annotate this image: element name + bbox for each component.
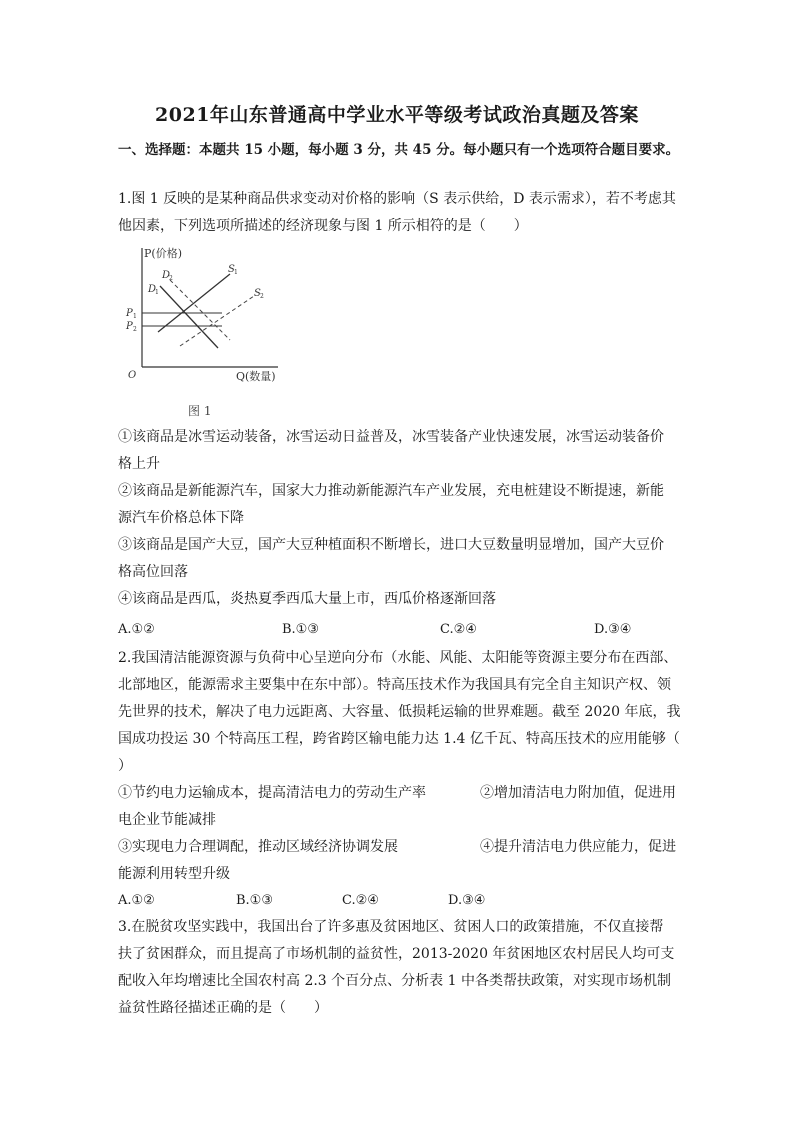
q1-option-d[interactable]: D.③④ <box>594 622 632 637</box>
s2-label: S <box>254 288 261 299</box>
q3-stem-line: 配收入年均增速比全国农村高 2.3 个百分点、分析表 1 中各类帮扶政策，对实现市场机制 <box>118 973 671 989</box>
q3-stem-line: 3.在脱贫攻坚实践中，我国出台了许多惠及贫困地区、贫困人口的政策措施，不仅直接帮 <box>118 919 664 935</box>
q1-stem-line: 1.图 1 反映的是某种商品供求变动对价格的影响（S 表示供给，D 表示需求），若不考虑其 <box>118 191 676 207</box>
q1-option-a[interactable]: A.①② <box>118 622 155 637</box>
p2-subscript: 2 <box>133 326 137 333</box>
q1-item-1-cont: 格上升 <box>118 456 160 472</box>
s1-subscript: 1 <box>234 269 238 276</box>
section-heading: 一、选择题：本题共 15 小题，每小题 3 分，共 45 分。每小题只有一个选项符合题目要求。 <box>118 142 680 158</box>
q2-stem-line: ） <box>118 758 132 774</box>
q1-item-4: ④该商品是西瓜，炎热夏季西瓜大量上市，西瓜价格逐渐回落 <box>118 591 496 607</box>
q2-option-d[interactable]: D.③④ <box>448 893 486 908</box>
q2-stem-line: 先世界的技术，解决了电力远距离、大容量、低损耗运输的世界难题。截至 2020 年底，我 <box>118 704 681 720</box>
p1-label: P <box>126 308 133 319</box>
q2-stem-line: 北部地区，能源需求主要集中在东中部）。特高压技术作为我国具有完全自主知识产权、领 <box>118 677 671 693</box>
q2-item-4-cont: 能源利用转型升级 <box>118 866 230 882</box>
q1-option-c[interactable]: C.②④ <box>440 622 477 637</box>
q2-item-3: ③实现电力合理调配，推动区域经济协调发展 <box>118 839 398 855</box>
d2-label: D <box>162 270 171 281</box>
question-1-items <box>118 424 688 613</box>
page-title: 2021年山东普通高中学业水平等级考试政治真题及答案 <box>155 104 639 126</box>
question-2-options <box>118 893 498 913</box>
d1-subscript: 1 <box>155 289 159 296</box>
demand-curve-d2 <box>170 280 230 340</box>
q1-item-2: ②该商品是新能源汽车，国家大力推动新能源汽车产业发展，充电桩建设不断提速，新能 <box>118 483 664 499</box>
q2-option-b[interactable]: B.①③ <box>236 893 273 908</box>
q2-item-2-cont: 电企业节能减排 <box>118 812 216 828</box>
question-2-stem <box>118 645 688 780</box>
q2-item-1: ①节约电力运输成本，提高清洁电力的劳动生产率 <box>118 785 426 801</box>
origin-label: O <box>128 370 137 381</box>
q1-option-b[interactable]: B.①③ <box>282 622 319 637</box>
q2-stem-line: 2.我国清洁能源资源与负荷中心呈逆向分布（水能、风能、太阳能等资源主要分布在西部、 <box>118 650 678 666</box>
question-1-stem <box>118 186 688 240</box>
q1-item-3: ③该商品是国产大豆，国产大豆种植面积不断增长，进口大豆数量明显增加，国产大豆价 <box>118 537 664 553</box>
supply-curve-s1 <box>158 274 230 332</box>
q3-stem-line: 扶了贫困群众，而且提高了市场机制的益贫性，2013-2020 年贫困地区农村居民人均可支 <box>118 946 675 962</box>
d2-subscript: 2 <box>169 275 173 282</box>
supply-curve-s2 <box>180 296 254 346</box>
question-1-options <box>118 622 678 642</box>
x-axis-label: Q(数量) <box>236 370 276 383</box>
q3-stem-line: 益贫性路径描述正确的是（ ） <box>118 1000 328 1016</box>
q2-option-a[interactable]: A.①② <box>118 893 155 908</box>
q1-item-3-cont: 格高位回落 <box>118 564 188 580</box>
q1-stem-line: 他因素，下列选项所描述的经济现象与图 1 所示相符的是（ ） <box>118 218 528 234</box>
d1-label: D <box>148 284 157 295</box>
demand-curve-d1 <box>160 286 218 348</box>
s1-label: S <box>228 264 235 275</box>
figure-caption: 图 1 <box>188 404 212 418</box>
q2-item-2: ②增加清洁电力附加值，促进用 <box>480 785 676 801</box>
q2-item-4: ④提升清洁电力供应能力，促进 <box>480 839 676 855</box>
q2-stem-line: 国成功投运 30 个特高压工程，跨省跨区输电能力达 1.4 亿千瓦、特高压技术的应用能够（ <box>118 731 680 747</box>
supply-demand-figure <box>118 244 298 394</box>
q2-option-c[interactable]: C.②④ <box>342 893 379 908</box>
question-3-stem <box>118 914 688 1022</box>
q1-item-1: ①该商品是冰雪运动装备，冰雪运动日益普及，冰雪装备产业快速发展，冰雪运动装备价 <box>118 429 664 445</box>
y-axis-label: P(价格) <box>144 247 182 260</box>
q1-item-2-cont: 源汽车价格总体下降 <box>118 510 244 526</box>
s2-subscript: 2 <box>260 293 264 300</box>
p2-label: P <box>126 321 133 332</box>
p1-subscript: 1 <box>133 313 137 320</box>
